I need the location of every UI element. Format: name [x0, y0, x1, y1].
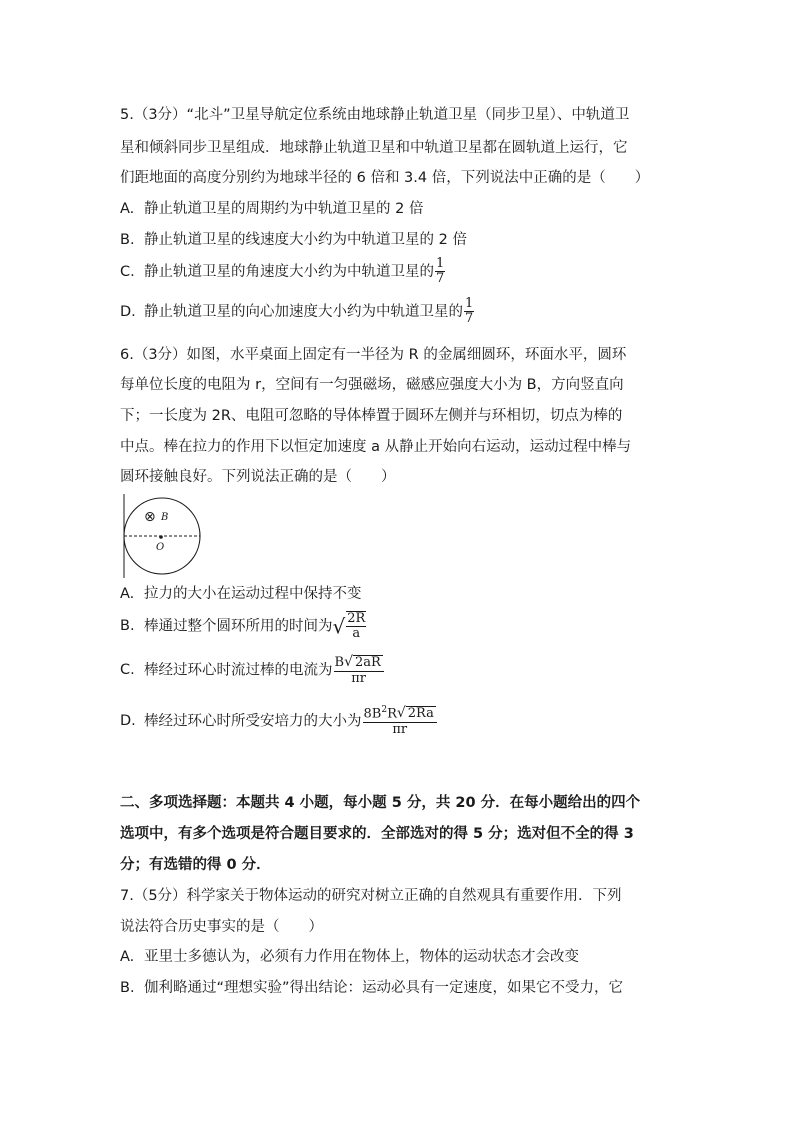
fraction-denominator: πr [351, 670, 367, 686]
fraction [346, 611, 366, 642]
q6-stem-line-1: 6.（3分）如图，水平桌面上固定有一半径为 R 的金属细圆环，环面水平，圆环 [120, 347, 627, 363]
option-text: 拉力的大小在运动过程中保持不变 [144, 586, 362, 602]
fraction-numerator: 1 [465, 296, 474, 311]
option-text: 静止轨道卫星的向心加速度大小约为中轨道卫星的 [144, 303, 463, 320]
option-text: 亚里士多德认为，必须有力作用在物体上，物体的运动状态才会改变 [144, 949, 579, 965]
q6-option-a [120, 582, 362, 603]
field-label: B [161, 512, 169, 523]
ring-figure [118, 494, 208, 582]
q5-stem-line-2: 星和倾斜同步卫星组成．地球静止轨道卫星和中轨道卫星都在圆轨道上运行，它 [120, 140, 628, 156]
q5-option-b [120, 228, 467, 249]
fraction-numerator: 2R [347, 611, 366, 626]
option-letter: D. [120, 303, 136, 320]
ring-diagram [118, 494, 208, 578]
fraction [363, 706, 437, 737]
q6-stem-line-3: 下；一长度为 2R、电阻可忽略的导体棒置于圆环左侧并与环相切，切点为棒的 [120, 408, 623, 424]
magnetic-field-into-page-icon: ⊗ [144, 509, 156, 525]
option-letter: A. [120, 201, 135, 217]
option-text: 棒经过环心时流过棒的电流为 [144, 662, 333, 679]
fraction [334, 655, 384, 686]
q6-stem-line-2: 每单位长度的电阻为 r，空间有一匀强磁场，磁感应强度大小为 B，方向竖直向 [120, 377, 624, 393]
fraction-denominator: πr [392, 721, 408, 737]
option-text: 伽利略通过“理想实验”得出结论：运动必具有一定速度，如果它不受力，它 [144, 980, 624, 996]
option-letter: B. [120, 980, 135, 996]
q7-option-b [120, 976, 623, 997]
option-letter: A. [120, 586, 135, 602]
option-letter: B. [120, 618, 135, 635]
radical-icon: √ [332, 614, 346, 639]
option-text: 棒通过整个圆环所用的时间为 [144, 618, 333, 635]
q7-option-a [120, 945, 579, 966]
radical-icon: √ [344, 654, 353, 670]
q5-stem-line-1: 5.（3分）“北斗”卫星导航定位系统由地球静止轨道卫星（同步卫星）、中轨道卫 [120, 107, 630, 123]
option-text: 棒经过环心时所受安培力的大小为 [144, 713, 362, 730]
q6-stem-line-4: 中点。棒在拉力的作用下以恒定加速度 a 从静止开始向右运动，运动过程中棒与 [120, 439, 632, 455]
q5-option-c [120, 257, 445, 287]
option-letter: C. [120, 263, 135, 280]
section2-heading-line-1: 二、多项选择题：本题共 4 小题，每小题 5 分，共 20 分．在每小题给出的四个 [120, 795, 641, 811]
option-text: 静止轨道卫星的角速度大小约为中轨道卫星的 [144, 263, 434, 280]
option-text: 静止轨道卫星的周期约为中轨道卫星的 2 倍 [144, 201, 424, 217]
q5-option-d [120, 297, 474, 327]
q6-stem-line-5: 圆环接触良好。下列说法正确的是（ ） [120, 469, 396, 485]
fraction-numerator [334, 655, 384, 672]
fraction [464, 297, 474, 327]
numerator-radicand: 2aR [354, 655, 381, 671]
fraction-numerator [363, 706, 437, 723]
q7-stem-line-1: 7.（5分）科学家关于物体运动的研究对树立正确的自然观具有重要作用．下列 [120, 888, 622, 904]
option-letter: B. [120, 232, 135, 248]
q6-option-c [120, 655, 384, 686]
fraction-denominator: a [352, 626, 361, 642]
center-label: O [156, 542, 165, 553]
numerator-prefix: 8B [363, 706, 382, 722]
option-letter: C. [120, 662, 135, 679]
q5-stem-line-3: 们距地面的高度分别约为地球半径的 6 倍和 3.4 倍，下列说法中正确的是（ ） [120, 170, 650, 186]
fraction-denominator: 7 [436, 271, 445, 287]
q7-stem-line-2: 说法符合历史事实的是（ ） [120, 919, 323, 935]
fraction [435, 257, 445, 287]
numerator-prefix: B [334, 655, 345, 671]
q6-option-b [120, 611, 366, 642]
section2-heading-line-3: 分；有选错的得 0 分． [120, 857, 271, 873]
center-point [159, 535, 163, 539]
q5-option-a [120, 197, 423, 218]
option-letter: D. [120, 713, 136, 730]
fraction-numerator: 1 [436, 256, 445, 271]
q6-option-d [120, 706, 437, 737]
section2-heading-line-2: 选项中，有多个选项是符合题目要求的．全部选对的得 5 分；选对但不全的得 3 [120, 826, 634, 842]
option-letter: A. [120, 949, 135, 965]
fraction-denominator: 7 [465, 311, 474, 327]
numerator-middle: R [387, 706, 397, 722]
radical-icon: √ [396, 705, 406, 722]
numerator-exponent: 2 [381, 705, 388, 715]
numerator-radicand: 2Ra [407, 706, 434, 722]
option-text: 静止轨道卫星的线速度大小约为中轨道卫星的 2 倍 [144, 232, 467, 248]
